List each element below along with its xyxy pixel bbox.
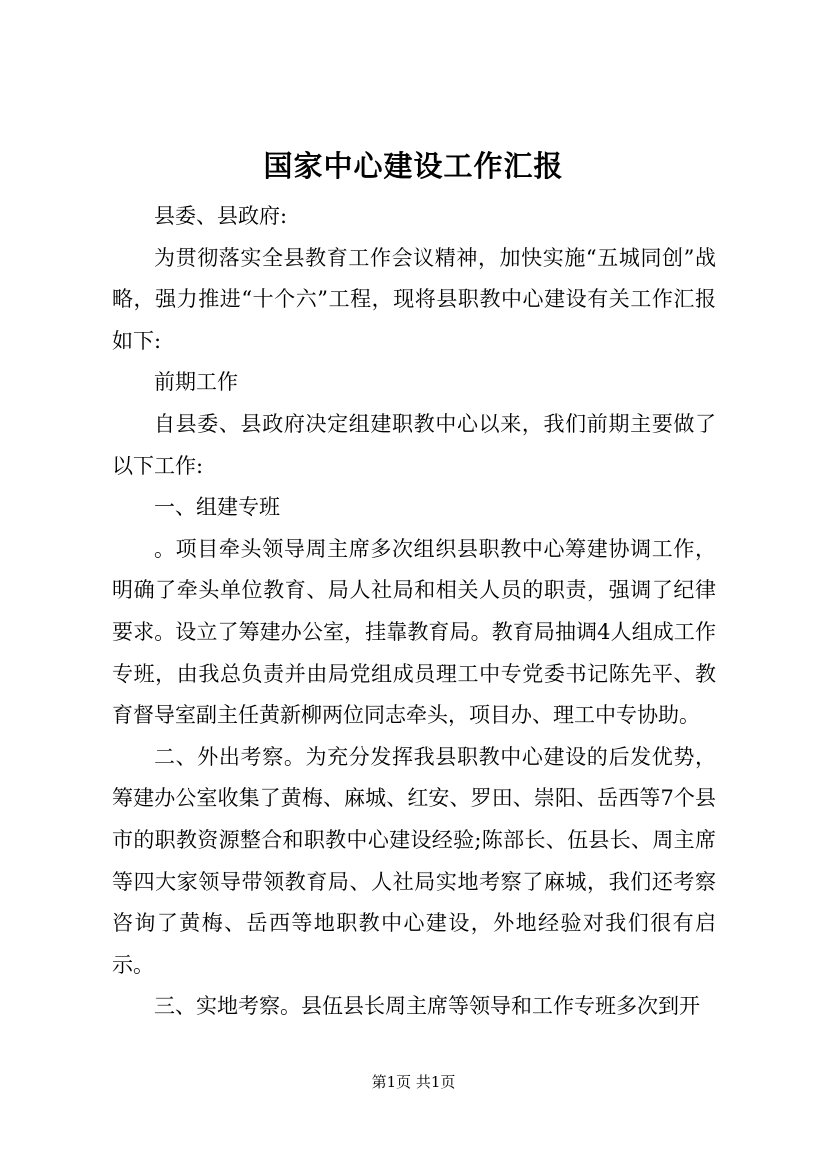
field-visit-paragraph: 二、外出考察。为充分发挥我县职教中心建设的后发优势，筹建办公室收集了黄梅、麻城、红安、罗田、崇阳、岳西等7个县市的职教资源整合和职教中心建设经验;陈部长、伍县长、周主席等四大家领导带领教育局、人社局实地考察了麻城，我们还考察咨询了黄梅、岳西等地职教中心建设，外地经验对我们很有启示。 bbox=[112, 744, 716, 977]
salutation-paragraph: 县委、县政府: bbox=[154, 204, 288, 228]
intro-paragraph: 为贯彻落实全县教育工作会议精神，加快实施“五城同创”战略，强力推进“十个六”工程，现将县职教中心建设有关工作汇报如下: bbox=[112, 245, 716, 353]
subheading-form-team: 一、组建专班 bbox=[154, 495, 280, 520]
document-title: 国家中心建设工作汇报 bbox=[263, 149, 564, 183]
section-heading-preliminary-work: 前期工作 bbox=[154, 370, 238, 395]
page-footer: 第1页 共1页 bbox=[371, 1073, 456, 1091]
site-inspection-paragraph: 三、实地考察。县伍县长周主席等领导和工作专班多次到开 bbox=[154, 994, 700, 1019]
form-team-paragraph: 。项目牵头领导周主席多次组织县职教中心筹建协调工作，明确了牵头单位教育、局人社局和相关人员的职责，强调了纪律要求。设立了筹建办公室，挂靠教育局。教育局抽调4人组成工作专班，由我总负责并由局党组成员理工中专党委书记陈先平、教育督导室副主任黄新柳两位同志牵头，项目办、理工中专协助。 bbox=[112, 536, 716, 728]
preliminary-work-paragraph: 自县委、县政府决定组建职教中心以来，我们前期主要做了以下工作: bbox=[112, 411, 716, 478]
document-body bbox=[112, 196, 716, 1028]
